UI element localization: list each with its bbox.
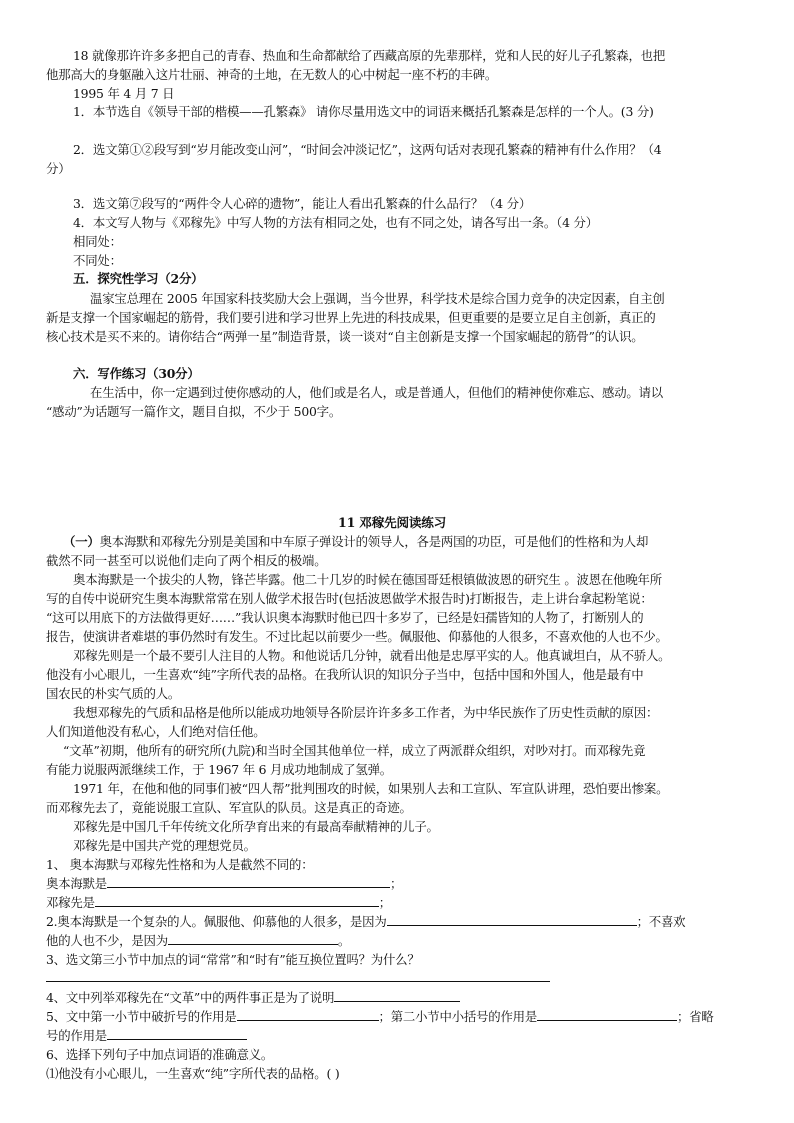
answer-blank-1a-part1[interactable] — [107, 875, 285, 888]
ex11-para-3-line-3: 国农民的朴实气质的人。 — [46, 686, 181, 701]
period-2: 。 — [337, 933, 351, 948]
ex11-para-6-line-1: 1971 年，在他和他的同事们被“四人帮”批判围攻的时候，如果别人去和工宣队、军宣队讲理，恐怕要出惨案。 — [73, 781, 669, 796]
ex11-question-1b — [46, 894, 391, 912]
section-5-line-1: 温家宝总理在 2005 年国家科技奖励大会上强调，当今世界，科学技术是综合国力竞争的决定因素，自主创 — [90, 291, 665, 306]
paragraph-18-line-1: 18 就像那许许多多把自己的青春、热血和生命都献给了西藏高原的先辈那样，党和人民的好儿子孔繁森，也把 — [73, 48, 666, 63]
ex11-para-2-line-1: 奥本海默是一个拔尖的人物，锋芒毕露。他二十几岁的时候在德国哥廷根镇做波恩的研究生 。波恩在他晚年所 — [73, 572, 662, 587]
ex11-question-5-text: 5、文中第一小节中破折号的作用是 — [46, 1009, 237, 1024]
ex11-question-1b-label: 邓稼先是 — [46, 895, 95, 910]
passage-date: 1995 年 4 月 7 日 — [73, 86, 175, 101]
ex11-para-1-line-1 — [63, 533, 648, 551]
ex11-para-2-line-2: 写的自传中说研究生奥本海默常常在别人做学术报告时(包括波恩做学术报告时)打断报告，走上讲台拿起粉笔说： — [46, 591, 653, 606]
ex11-para-3-line-2: 他没有小心眼儿，一生喜欢“纯”字所代表的品格。在我所认识的知识分子当中，包括中国和外国人，他是最有中 — [46, 667, 644, 682]
question-3: 3．选文第⑦段写的“两件令人心碎的遗物”，能让人看出孔繁森的什么品行？（4 分） — [73, 196, 532, 211]
question-4: 4．本文写人物与《邓稼先》中写人物的方法有相同之处，也有不同之处，请各写出一条。（4 分） — [73, 215, 598, 230]
ex11-para-6-line-2: 而邓稼先去了，竟能说服工宣队、军宣队的队员。这是真正的奇迹。 — [46, 800, 412, 815]
answer-blank-1b-part1[interactable] — [95, 894, 273, 907]
ex11-question-2-cont: ；不喜欢 — [636, 914, 686, 929]
ex11-question-5-line-2 — [46, 1027, 247, 1045]
answer-blank-1a-part2[interactable] — [285, 875, 390, 888]
answer-blank-2b[interactable] — [168, 932, 338, 945]
paragraph-18-line-2: 他那高大的身躯融入这片壮丽、神奇的土地，在无数人的心中树起一座不朽的丰碑。 — [46, 67, 498, 82]
ex11-question-2-line-2-text: 他的人也不少，是因为 — [46, 933, 168, 948]
ex11-para-3-line-1: 邓稼先则是一个最不要引人注目的人物。和他说话几分钟，就看出他是忠厚平实的人。他真诚坦白，从不骄人。 — [73, 648, 671, 663]
answer-blank-1b-part2[interactable] — [273, 894, 379, 907]
ex11-para-1-line-2: 截然不同一甚至可以说他们走向了两个相反的极端。 — [46, 553, 327, 568]
ex11-para-4-line-1: 我想邓稼先的气质和品格是他所以能成功地领导各阶层许许多多工作者，为中华民族作了历史性贡献的原因： — [73, 705, 659, 720]
answer-line-3[interactable] — [46, 981, 550, 982]
ex11-question-6: 6、选择下列句子中加点词语的准确意义。 — [46, 1047, 274, 1062]
section-5-title: 五．探究性学习（2分） — [73, 271, 204, 286]
ex11-question-2-text: 2.奥本海默是一个复杂的人。佩服他、仰慕他的人很多，是因为 — [46, 914, 387, 929]
ex11-para-4-line-2: 人们知道他没有私心，人们绝对信任他。 — [46, 724, 266, 739]
section-6-title: 六．写作练习（30分） — [73, 366, 200, 381]
ex11-part-marker: （一） — [63, 534, 100, 549]
ex11-para-2-line-3: “这可以用底下的方法做得更好……”我认识奥本海默时他已四十多岁了，已经是妇孺皆知的人物了，打断别人的 — [46, 610, 644, 625]
question-2-line-2: 分） — [46, 161, 71, 176]
different-points-label: 不同处： — [73, 253, 122, 268]
ex11-para-1-line-1-text: 奥本海默和邓稼先分别是美国和中车原子弹设计的领导人，各是两国的功臣，可是他们的性格和为人却 — [99, 534, 649, 549]
ex11-question-1: 1、 奥本海默与邓稼先性格和为人是截然不同的： — [46, 857, 314, 872]
section-5-line-3: 核心技术是买不来的。请你结合“两弹一星”制造背景，谈一谈对“自主创新是支撑一个国家崛起的筋骨”的认识。 — [46, 329, 644, 344]
section-6-line-2: “感动”为话题写一篇作文，题目自拟，不少于 500字。 — [46, 404, 342, 419]
ex11-question-4-text: 4、文中列举邓稼先在“文革”中的两件事正是为了说明 — [46, 990, 335, 1005]
answer-blank-4[interactable] — [334, 989, 460, 1002]
ex11-question-4 — [46, 989, 460, 1007]
ex11-question-1a — [46, 875, 402, 893]
section-5-line-2: 新是支撑一个国家崛起的筋骨，我们要引进和学习世界上先进的科技成果，但更重要的是要立足自主创新，真正的 — [46, 310, 656, 325]
ex11-para-5-line-1: “文革”初期，他所有的研究所(九院)和当时全国其他单位一样，成立了两派群众组织，对吵对打。而邓稼先竟 — [63, 743, 646, 758]
ex11-question-5-mid: ；第二小节中小括号的作用是 — [378, 1009, 538, 1024]
semicolon-1b: ； — [378, 895, 391, 910]
ex11-question-3: 3、选文第三小节中加点的词“常常”和“时有”能互换位置吗？为什么？ — [46, 952, 420, 967]
semicolon-1a: ； — [389, 876, 403, 891]
ex11-question-2-line-1 — [46, 913, 685, 931]
answer-blank-5c[interactable] — [107, 1027, 247, 1040]
exercise-11-title: 11 邓稼先阅读练习 — [338, 515, 447, 530]
ex11-para-5-line-2: 有能力说服两派继续工作，于 1967 年 6 月成功地制成了氢弹。 — [46, 762, 392, 777]
ex11-question-6-item-1: ⑴他没有小心眼儿，一生喜欢“纯”字所代表的品格。( ) — [46, 1066, 340, 1081]
ex11-question-5-line-2-text: 号的作用是 — [46, 1028, 107, 1043]
section-6-line-1: 在生活中，你一定遇到过使你感动的人，他们或是名人，或是普通人，但他们的精神使你难忘、感动。请以 — [90, 385, 663, 400]
ex11-question-2-line-2 — [46, 932, 350, 950]
ex11-question-1a-label: 奥本海默是 — [46, 876, 107, 891]
ex11-para-8: 邓稼先是中国共产党的理想党员。 — [73, 838, 256, 853]
ex11-para-7: 邓稼先是中国几千年传统文化所孕育出来的有最高奉献精神的儿子。 — [73, 819, 439, 834]
answer-blank-2a[interactable] — [387, 913, 637, 926]
ex11-para-2-line-4: 报告，使演讲者难堪的事仍然时有发生。不过比起以前要少一些。佩服他、仰慕他的人很多，不喜欢他的人也不少。 — [46, 629, 668, 644]
ex11-question-5-line-1 — [46, 1008, 714, 1026]
ex11-question-5-end: ；省略 — [677, 1009, 714, 1024]
answer-blank-5a[interactable] — [237, 1008, 379, 1021]
question-2-line-1: 2．选文第①②段写到“岁月能改变山河”，“时间会冲淡记忆”，这两句话对表现孔繁森的精神有什么作用？（4 — [73, 142, 662, 157]
question-1: 1．本节选自《领导干部的楷模——孔繁森》 请你尽量用选文中的词语来概括孔繁森是怎样的一个人。(3 分) — [73, 104, 654, 119]
answer-blank-5b[interactable] — [537, 1008, 677, 1021]
same-points-label: 相同处： — [73, 234, 122, 249]
